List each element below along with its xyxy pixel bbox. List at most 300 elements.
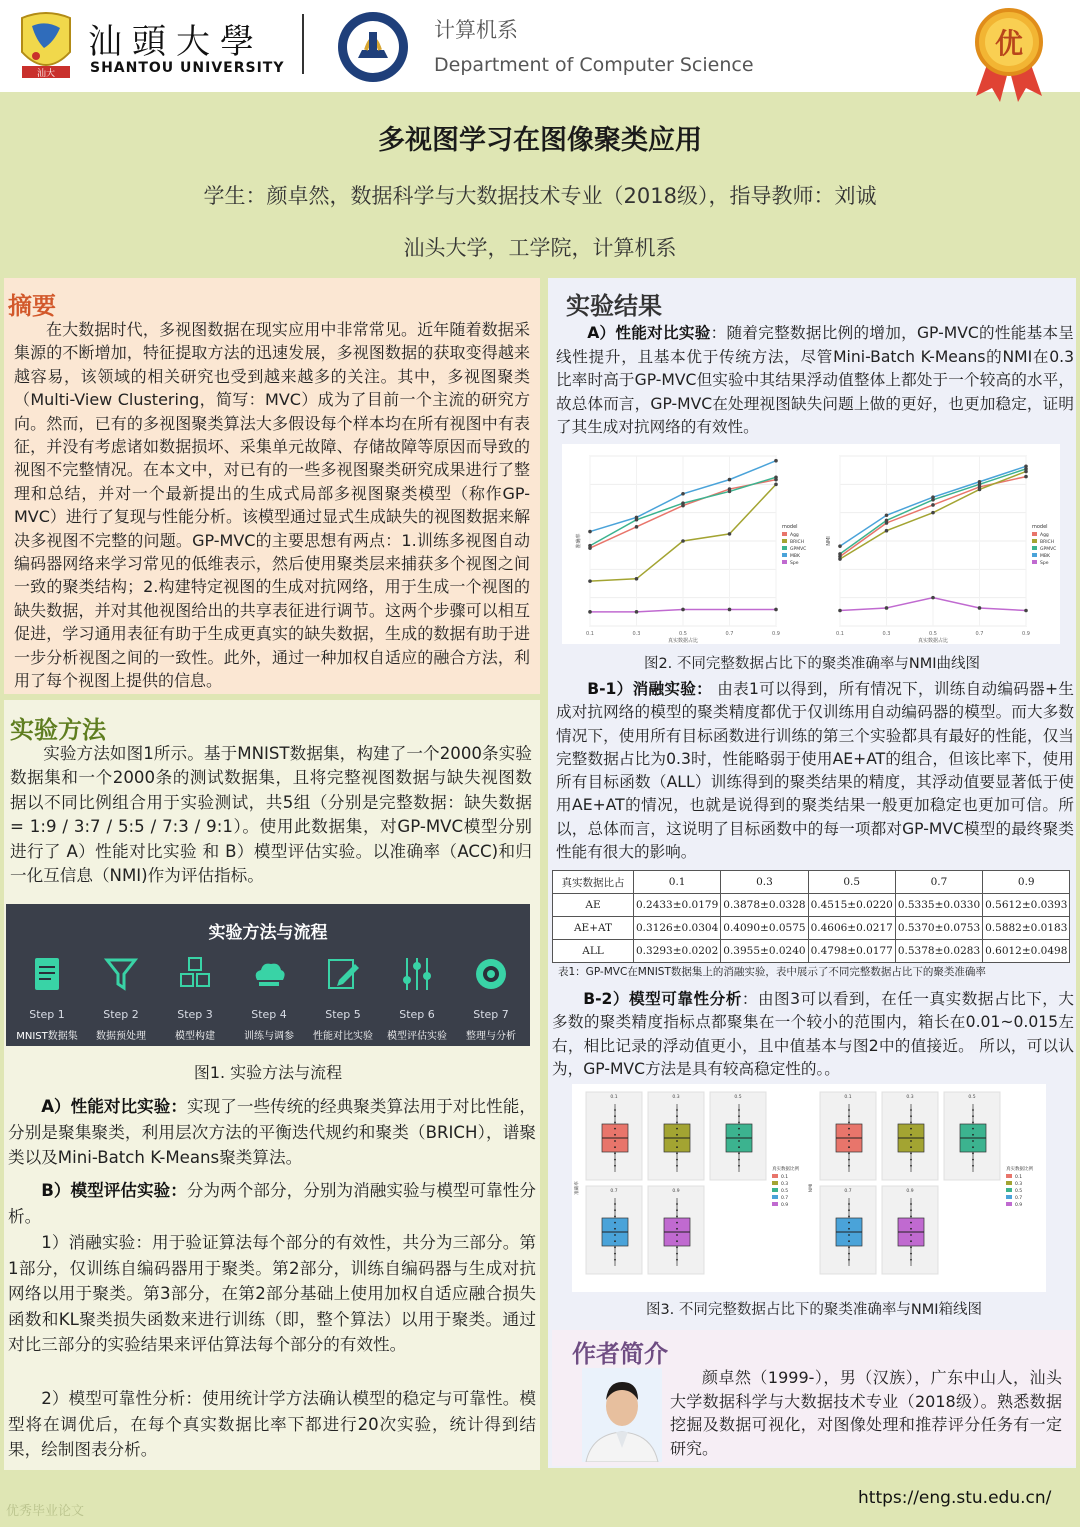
box-point	[910, 1247, 912, 1249]
facet-label: 0.5	[968, 1095, 976, 1100]
data-point	[774, 608, 778, 612]
box-point	[910, 1153, 912, 1155]
box-point	[910, 1109, 912, 1111]
box-point	[848, 1216, 850, 1218]
box-point	[972, 1109, 974, 1111]
box-point	[614, 1140, 616, 1142]
box-point	[738, 1153, 740, 1155]
figure3-caption: 图3. 不同完整数据占比下的聚类准确率与NMI箱线图	[645, 1302, 983, 1318]
legend-swatch	[1006, 1202, 1012, 1206]
facet-label: 0.7	[610, 1189, 618, 1194]
table-header-cell: 0.5	[808, 871, 895, 894]
university-name-en: SHANTOU UNIVERSITY	[90, 60, 285, 76]
poster-affiliation: 汕头大学，工学院，计算机系	[403, 236, 677, 260]
flow-step-number: Step 3	[177, 1008, 213, 1021]
box-point	[738, 1146, 740, 1148]
box-point	[614, 1259, 616, 1261]
data-point	[728, 608, 732, 612]
table-cell: 0.4606±0.0217	[808, 917, 895, 940]
flow-step-number: Step 1	[29, 1008, 65, 1021]
legend-swatch	[782, 532, 787, 536]
flow-step-label: 整理与分析	[466, 1031, 516, 1042]
box-point	[848, 1234, 850, 1236]
legend-title: model	[782, 524, 798, 530]
box-point	[676, 1109, 678, 1111]
data-point	[588, 610, 592, 614]
department-name-cn: 计算机系	[434, 18, 518, 42]
legend-swatch	[1032, 546, 1037, 550]
legend-label: 0.5	[781, 1189, 789, 1194]
footer	[0, 1470, 1080, 1527]
method-heading: 实验方法	[10, 716, 106, 744]
flow-step-label: MNIST数据集	[16, 1031, 78, 1042]
x-tick-label: 0.1	[586, 631, 594, 637]
flow-step-label: 模型构建	[175, 1031, 215, 1042]
flow-step-label: 训练与调参	[244, 1031, 294, 1042]
data-point	[885, 513, 889, 517]
box-point	[676, 1222, 678, 1224]
legend-swatch	[1006, 1181, 1012, 1185]
facet-label: 0.5	[734, 1095, 742, 1100]
box-point	[676, 1134, 678, 1136]
method-b-label: B）模型评估实验：	[41, 1181, 187, 1200]
box-point	[614, 1109, 616, 1111]
table-row	[553, 894, 1070, 917]
flow-step-number: Step 4	[251, 1008, 287, 1021]
data-point	[681, 608, 685, 612]
figure3-box-plots	[572, 1084, 1046, 1292]
table-cell: 0.3293±0.0202	[634, 940, 721, 963]
box-point	[676, 1240, 678, 1242]
box-point	[848, 1140, 850, 1142]
legend-title: model	[1032, 524, 1048, 530]
method-b2-text: 2）模型可靠性分析：使用统计学方法确认模型的稳定与可靠性。模型将在调优后，在每个真实数据比率下都进行20次实验，统计得到结果，绘制图表分析。	[8, 1389, 536, 1459]
box-point	[614, 1128, 616, 1130]
box-point	[848, 1159, 850, 1161]
header-divider	[302, 14, 304, 74]
box-point	[614, 1228, 616, 1230]
box-point	[848, 1115, 850, 1117]
results-heading: 实验结果	[566, 292, 662, 320]
results-a-label: A）性能对比实验	[587, 324, 711, 342]
box-point	[972, 1122, 974, 1124]
results-b1-label: B-1）消融实验：	[587, 680, 712, 698]
box-point	[738, 1109, 740, 1111]
box-point	[676, 1140, 678, 1142]
legend-label: Spe	[790, 561, 799, 566]
box-point	[910, 1115, 912, 1117]
results-b2-block	[552, 988, 1074, 1081]
box-point	[738, 1115, 740, 1117]
box-point	[614, 1209, 616, 1211]
box-point	[910, 1234, 912, 1236]
box-point	[676, 1216, 678, 1218]
abstract-text: 在大数据时代，多视图数据在现实应用中非常常见。近年随着数据采集源的不断增加，特征提取方法的迅速发展，多视图数据的获取变得越来越容易，该领域的相关研究也受到越来越多的关注。其中，多视图聚类（Multi-View Clustering，简写：MVC）成为了目前一个主流的研究方向。然而，已有的多视图聚类算法大多假设每个样本均在所有视图中有表征，并没有考虑诸如数据损坏、采集单元故障、存储故障等原因而导致的视图不完整情况。在本文中，对已有的一些多视图聚类研究成果进行了整理和总结，并对一个最新提出的生成式局部多视图聚类模型（称作GP-MVC）进行了复现与性能分析。该模型通过显式生成缺失的视图数据来解决多视图不完整的问题。GP-MVC的主要思想有两点：1.训练多视图自动编码器网络来学习常见的低维表示，然后使用聚类层来捕获多个视图之间一致的聚类结构；2.构建特定视图的生成对抗网络，用于生成一个视图的缺失数据，并对其他视图给出的共享表征进行调节。这两个步骤可以相互促进，学习通用表征有助于生成更真实的缺失数据，生成的数据有助于进一步分析视图之间的一致性。此外，通过一种加权自适应的融合方法，利用了每个视图上提供的信息。	[14, 320, 530, 691]
box-point	[676, 1259, 678, 1261]
legend-swatch	[772, 1174, 778, 1178]
box-point	[910, 1209, 912, 1211]
facet-label: 0.3	[672, 1095, 680, 1100]
box-point	[910, 1259, 912, 1261]
box-point	[848, 1253, 850, 1255]
data-point	[635, 577, 639, 581]
box-point	[972, 1115, 974, 1117]
data-point	[588, 579, 592, 583]
table-cell: 0.4515±0.0220	[808, 894, 895, 917]
table-row	[553, 917, 1070, 940]
table-cell: 0.6012±0.0498	[983, 940, 1070, 963]
box-point	[848, 1240, 850, 1242]
box-point	[614, 1146, 616, 1148]
box-point	[676, 1146, 678, 1148]
flow-step-number: Step 6	[399, 1008, 435, 1021]
legend-swatch	[1006, 1188, 1012, 1192]
data-point	[1024, 475, 1028, 479]
box-point	[676, 1128, 678, 1130]
method-a-label: A）性能对比实验：	[41, 1097, 188, 1116]
cubes-icon	[175, 954, 215, 994]
box-point	[738, 1128, 740, 1130]
facet-label: 0.1	[610, 1095, 618, 1100]
data-point	[635, 610, 639, 614]
box-point	[848, 1259, 850, 1261]
facet-label: 0.3	[906, 1095, 914, 1100]
flow-step-number: Step 2	[103, 1008, 139, 1021]
method-flow-diagram	[6, 904, 530, 1046]
x-tick-label: 0.3	[882, 631, 891, 637]
table-header-cell: 0.1	[634, 871, 721, 894]
flow-title: 实验方法与流程	[208, 923, 328, 943]
box-plots-svg	[572, 1084, 1046, 1292]
box-point	[972, 1159, 974, 1161]
legend-label: Agg	[1040, 533, 1049, 538]
box-point	[848, 1209, 850, 1211]
box-point	[972, 1140, 974, 1142]
legend-label: 0.3	[781, 1182, 789, 1187]
y-axis-label: 准确率	[576, 533, 582, 549]
results-b2-label: B-2）模型可靠性分析	[583, 990, 742, 1008]
footer-url-link[interactable]: https://eng.stu.edu.cn/	[858, 1488, 1052, 1508]
data-point	[838, 557, 842, 561]
author-panel	[552, 1330, 1076, 1466]
box-point	[848, 1134, 850, 1136]
facet-label: 0.9	[672, 1189, 680, 1194]
flow-step-3	[158, 954, 232, 1042]
flow-step-number: Step 5	[325, 1008, 361, 1021]
box-point	[614, 1247, 616, 1249]
legend-label: 0.7	[1015, 1196, 1023, 1201]
box-point	[972, 1153, 974, 1155]
box-point	[614, 1134, 616, 1136]
table-cell: 0.5612±0.0393	[983, 894, 1070, 917]
table1-caption: 表1：GP-MVC在MNIST数据集上的消融实验，表中展示了不同完整数据占比下的聚类准确率	[558, 966, 986, 978]
legend-label: 0.1	[781, 1175, 789, 1180]
flow-step-4	[232, 954, 306, 1042]
box-point	[738, 1165, 740, 1167]
legend-label: GPMVC	[1040, 547, 1057, 552]
table-cell: 0.3955±0.0240	[721, 940, 808, 963]
flow-step-2	[84, 954, 158, 1042]
table-cell: 0.2433±0.0179	[634, 894, 721, 917]
results-a-block	[556, 322, 1074, 440]
box-point	[848, 1247, 850, 1249]
data-point	[728, 532, 732, 536]
legend-swatch	[782, 546, 787, 550]
legend-label: 0.7	[781, 1196, 789, 1201]
flow-step-5	[306, 954, 380, 1042]
table-cell: 0.4090±0.0575	[721, 917, 808, 940]
box-point	[972, 1134, 974, 1136]
table-cell: 0.5378±0.0283	[895, 940, 982, 963]
box-point	[910, 1240, 912, 1242]
y-axis-label: NMI	[809, 1183, 814, 1193]
data-point	[774, 483, 778, 487]
box-point	[910, 1222, 912, 1224]
legend-swatch	[1032, 532, 1037, 536]
data-point	[1024, 465, 1028, 469]
medal-text: 优	[994, 27, 1024, 60]
excellence-medal-icon	[970, 6, 1048, 102]
x-axis-label: 真实数据占比	[667, 638, 699, 644]
x-axis-label: 真实数据占比	[917, 638, 949, 644]
y-axis-label: NMI	[826, 536, 832, 546]
method-b-text: 分为两个部分，分别为消融实验与模型可靠性分析。	[8, 1181, 537, 1226]
data-point	[635, 516, 639, 520]
flow-step-1	[10, 954, 84, 1042]
table-cell: 0.5882±0.0183	[983, 917, 1070, 940]
author-bio: 颜卓然（1999-），男（汉族），广东中山人，汕头大学数据科学与大数据技术专业（2018级）。熟悉数据挖掘及数据可视化，对图像处理和推荐评分任务有一定研究。	[670, 1368, 1062, 1458]
footer-watermark: 优秀毕业论文	[6, 1504, 85, 1519]
box-point	[848, 1109, 850, 1111]
x-tick-label: 0.3	[632, 631, 641, 637]
results-b1-block	[556, 678, 1074, 864]
box-point	[972, 1128, 974, 1130]
results-b2-text: ：由图3可以看到，在任一真实数据占比下，大多数的聚类精度指标点都聚集在一个较小的范围内，箱长在0.01~0.015左右，相比记录的浮动值更小，且中值基本与图2中的值接近。 所以，可以认为，GP-MVC方法是具有较高稳定性的。。	[552, 990, 1075, 1078]
box-point	[676, 1159, 678, 1161]
table-header-cell: 0.3	[721, 871, 808, 894]
table-cell: 0.5335±0.0330	[895, 894, 982, 917]
box-point	[676, 1153, 678, 1155]
data-point	[681, 539, 685, 543]
box-point	[614, 1122, 616, 1124]
legend-title: 真实数据比例	[772, 1167, 799, 1172]
flow-step-6	[380, 954, 454, 1042]
table-cell: 0.3878±0.0328	[721, 894, 808, 917]
box-point	[910, 1122, 912, 1124]
cloud-icon	[249, 954, 289, 994]
box-point	[676, 1115, 678, 1117]
facet-label: 0.9	[906, 1189, 914, 1194]
data-point	[978, 488, 982, 492]
flow-step-number: Step 7	[473, 1008, 509, 1021]
box-point	[676, 1165, 678, 1167]
box-point	[738, 1134, 740, 1136]
legend-swatch	[782, 560, 787, 564]
box-point	[848, 1128, 850, 1130]
legend-label: GPMVC	[790, 547, 807, 552]
figure2-line-charts	[562, 444, 1060, 644]
table-cell: 0.5370±0.0753	[895, 917, 982, 940]
table-cell: AE+AT	[553, 917, 634, 940]
box-point	[676, 1209, 678, 1211]
poster-title: 多视图学习在图像聚类应用	[378, 125, 702, 156]
facet-label: 0.1	[844, 1095, 852, 1100]
legend-swatch	[772, 1195, 778, 1199]
box-point	[848, 1146, 850, 1148]
x-tick-label: 0.7	[725, 631, 734, 637]
box-point	[676, 1122, 678, 1124]
data-point	[1024, 609, 1028, 613]
edit-icon	[323, 954, 363, 994]
legend-label: 0.9	[781, 1203, 789, 1208]
box-point	[910, 1159, 912, 1161]
university-name-cn: 汕頭大學	[88, 22, 264, 62]
abstract-heading: 摘要	[8, 292, 56, 320]
legend-label: 0.5	[1015, 1189, 1023, 1194]
x-tick-label: 0.5	[679, 631, 687, 637]
flow-step-7	[454, 954, 528, 1042]
header-bar	[0, 0, 1080, 92]
x-tick-label: 0.5	[929, 631, 937, 637]
department-logo-icon	[336, 10, 410, 84]
box-point	[848, 1122, 850, 1124]
data-point	[588, 530, 592, 534]
x-tick-label: 0.9	[1022, 631, 1030, 637]
data-point	[588, 544, 592, 548]
x-tick-label: 0.1	[836, 631, 844, 637]
legend-swatch	[772, 1202, 778, 1206]
box-point	[848, 1228, 850, 1230]
box-point	[738, 1159, 740, 1161]
legend-title: 真实数据比例	[1006, 1167, 1033, 1172]
data-point	[931, 503, 935, 507]
data-point	[635, 525, 639, 529]
box-point	[910, 1253, 912, 1255]
table-cell: ALL	[553, 940, 634, 963]
box-point	[676, 1234, 678, 1236]
box-point	[614, 1159, 616, 1161]
x-tick-label: 0.7	[975, 631, 984, 637]
data-point	[885, 529, 889, 533]
table-cell: 0.3126±0.0304	[634, 917, 721, 940]
table-header-row	[553, 871, 1070, 894]
method-intro: 实验方法如图1所示。基于MNIST数据集，构建了一个2000条实验数据集和一个2000条的测试数据集，且将完整视图数据与缺失视图数据以不同比例组合用于实验测试，共5组（分别是完整数据：缺失数据 = 1:9 / 3:7 / 5:5 / 7:3 / 9:1）。使用此数据集，对GP-MVC模型分别进行了 A）性能对比实验 和 B）模型评估实验。以准确率（ACC)和归一化互信息（NMI)作为评估指标。	[10, 744, 532, 886]
filter-icon	[101, 954, 141, 994]
flow-step-label: 性能对比实验	[313, 1031, 373, 1042]
data-point	[681, 492, 685, 496]
data-point	[728, 478, 732, 482]
box-point	[614, 1165, 616, 1167]
box-point	[614, 1216, 616, 1218]
figure1-caption: 图1. 实验方法与流程	[193, 1063, 343, 1082]
legend-swatch	[782, 539, 787, 543]
box-point	[910, 1216, 912, 1218]
legend-label: BRICH	[1040, 540, 1055, 545]
box-point	[738, 1122, 740, 1124]
legend-label: 0.3	[1015, 1182, 1023, 1187]
flow-step-label: 模型评估实验	[387, 1031, 447, 1042]
table-cell: 0.4798±0.0177	[808, 940, 895, 963]
figure2-caption: 图2. 不同完整数据占比下的聚类准确率与NMI曲线图	[643, 656, 981, 672]
box-point	[910, 1128, 912, 1130]
method-b-block	[8, 1178, 536, 1229]
legend-label: BRICH	[790, 540, 805, 545]
shantou-university-seal-icon	[14, 8, 78, 80]
legend-label: Spe	[1040, 561, 1049, 566]
facet-label: 0.7	[844, 1189, 852, 1194]
box-point	[676, 1228, 678, 1230]
table-header-cell: 0.7	[895, 871, 982, 894]
data-point	[885, 519, 889, 523]
box-point	[676, 1203, 678, 1205]
data-point	[931, 596, 935, 600]
box-point	[910, 1165, 912, 1167]
data-point	[838, 609, 842, 613]
target-icon	[471, 954, 511, 994]
table-header-cell: 真实数据比占	[553, 871, 634, 894]
document-icon	[27, 954, 67, 994]
data-point	[774, 475, 778, 479]
legend-label: MBK	[790, 554, 800, 559]
x-tick-label: 0.9	[772, 631, 780, 637]
data-point	[885, 606, 889, 610]
box-point	[738, 1140, 740, 1142]
author-heading: 作者简介	[572, 1340, 668, 1368]
box-point	[910, 1146, 912, 1148]
table-cell: AE	[553, 894, 634, 917]
box-point	[614, 1253, 616, 1255]
abstract-panel	[4, 278, 540, 694]
box-point	[848, 1222, 850, 1224]
box-point	[972, 1146, 974, 1148]
seal-text: 汕大	[36, 69, 56, 79]
data-point	[681, 501, 685, 505]
author-photo	[582, 1368, 662, 1462]
line-charts-svg	[562, 444, 1060, 644]
box-point	[614, 1240, 616, 1242]
results-a-text: ：随着完整数据比例的增加，GP-MVC的性能基本呈线性提升，且基本优于传统方法，尽管Mini-Batch K-Means的NMI在0.3比率时高于GP-MVC但实验中其结果浮动值整体上都处于一个较高的水平，故总体而言，GP-MVC在处理视图缺失问题上做的更好，也更加稳定，证明了其生成对抗网络的有效性。	[556, 324, 1074, 436]
box-point	[848, 1203, 850, 1205]
legend-label: MBK	[1040, 554, 1050, 559]
box-point	[910, 1134, 912, 1136]
box-point	[676, 1253, 678, 1255]
legend-swatch	[1032, 553, 1037, 557]
data-point	[838, 544, 842, 548]
data-point	[838, 552, 842, 556]
box-point	[910, 1140, 912, 1142]
box-point	[614, 1234, 616, 1236]
method-b1-text: 1）消融实验：用于验证算法每个部分的有效性，共分为三部分。第1部分，仅训练自编码器用于聚类。第2部分，训练自编码器与生成对抗网络以用于聚类。第3部分，在第2部分基础上使用加权自适应融合损失函数和KL聚类损失函数来进行训练（即，整个算法）以用于聚类。通过对比三部分的实验结果来评估算法每个部分的有效性。	[8, 1233, 536, 1354]
legend-swatch	[1032, 560, 1037, 564]
box-point	[614, 1203, 616, 1205]
box-point	[614, 1115, 616, 1117]
ablation-table	[552, 870, 1070, 963]
legend-swatch	[1006, 1195, 1012, 1199]
legend-label: 0.1	[1015, 1175, 1023, 1180]
legend-label: Agg	[790, 533, 799, 538]
method-a-text: 实现了一些传统的经典聚类算法用于对比性能，分别是聚集聚类，利用层次方法的平衡迭代规约和聚类（BRICH），谱聚类以及Mini-Batch K-Means聚类算法。	[8, 1097, 537, 1167]
legend-swatch	[772, 1188, 778, 1192]
ablation-table-container	[552, 870, 1070, 963]
legend-label: 0.9	[1015, 1203, 1023, 1208]
box-point	[848, 1165, 850, 1167]
legend-swatch	[772, 1181, 778, 1185]
legend-swatch	[782, 553, 787, 557]
data-point	[728, 490, 732, 494]
poster-authors: 学生：颜卓然，数据科学与大数据技术专业（2018级），指导教师：刘诚	[203, 184, 877, 208]
legend-swatch	[1006, 1174, 1012, 1178]
data-point	[931, 511, 935, 515]
